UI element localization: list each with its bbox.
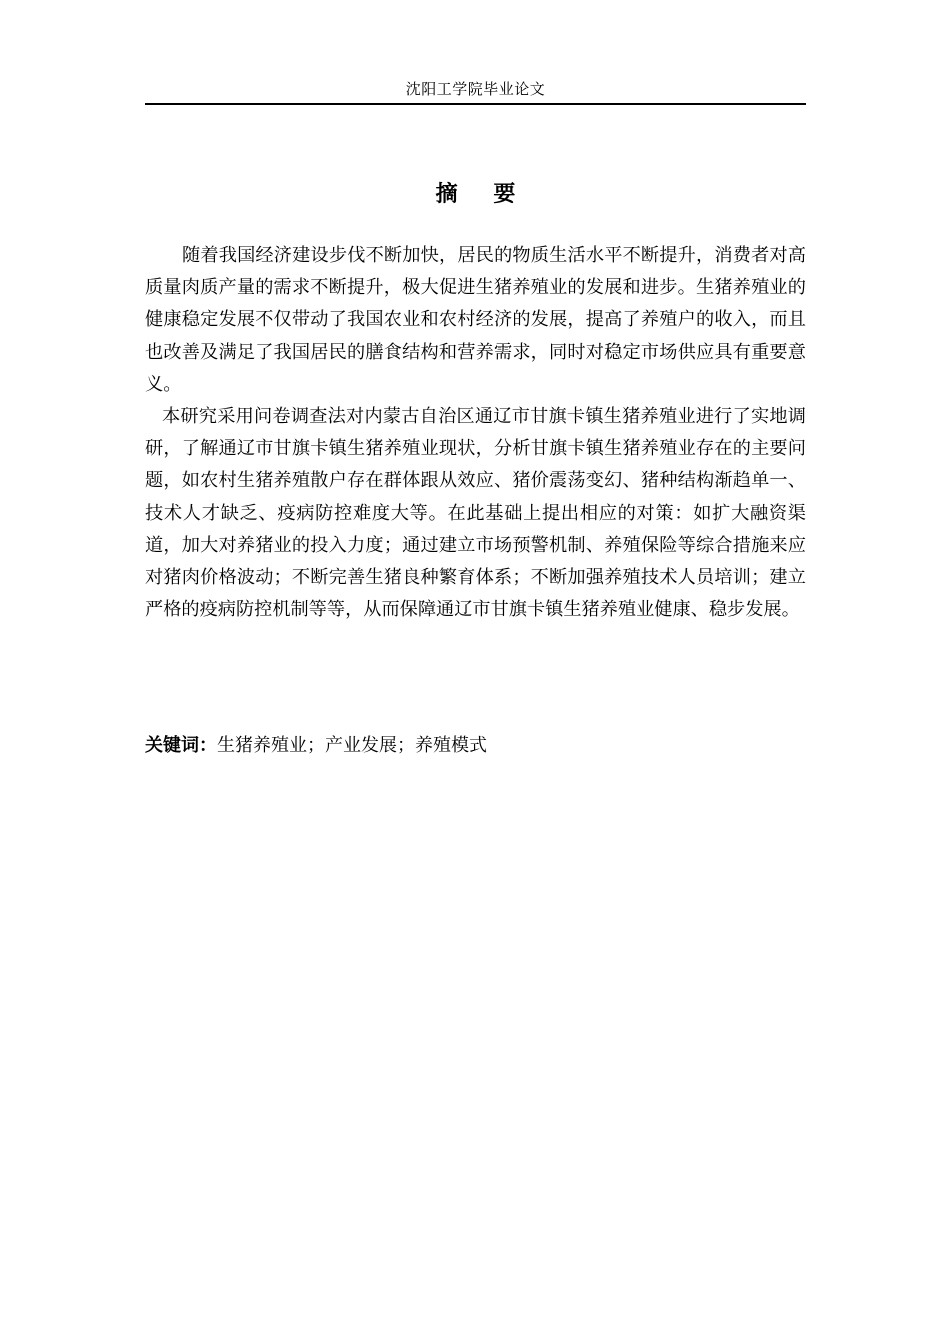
page-header-title: 沈阳工学院毕业论文 [405, 80, 546, 98]
keywords-line [145, 731, 806, 761]
keywords-label: 关键词： [145, 735, 217, 756]
keywords-text: 生猪养殖业；产业发展；养殖模式 [217, 735, 487, 756]
abstract-body [145, 240, 806, 626]
abstract-paragraph-1: 随着我国经济建设步伐不断加快，居民的物质生活水平不断提升，消费者对高质量肉质产量的需求不断提升，极大促进生猪养殖业的发展和进步。生猪养殖业的健康稳定发展不仅带动了我国农业和农村经济的发展，提高了养殖户的收入，而且也改善及满足了我国居民的膳食结构和营养需求，同时对稳定市场供应具有重要意义。 [145, 245, 806, 395]
abstract-heading: 摘 要 [435, 182, 530, 207]
header-rule [145, 103, 806, 105]
abstract-paragraph-2: 本研究采用问卷调查法对内蒙古自治区通辽市甘旗卡镇生猪养殖业进行了实地调研，了解通辽市甘旗卡镇生猪养殖业现状，分析甘旗卡镇生猪养殖业存在的主要问题，如农村生猪养殖散户存在群体跟从效应、猪价震荡变幻、猪种结构渐趋单一、技术人才缺乏、疫病防控难度大等。在此基础上提出相应的对策：如扩大融资渠道，加大对养猪业的投入力度；通过建立市场预警机制、养殖保险等综合措施来应对猪肉价格波动；不断完善生猪良种繁育体系；不断加强养殖技术人员培训；建立严格的疫病防控机制等等，从而保障通辽市甘旗卡镇生猪养殖业健康、稳步发展。 [145, 406, 806, 621]
